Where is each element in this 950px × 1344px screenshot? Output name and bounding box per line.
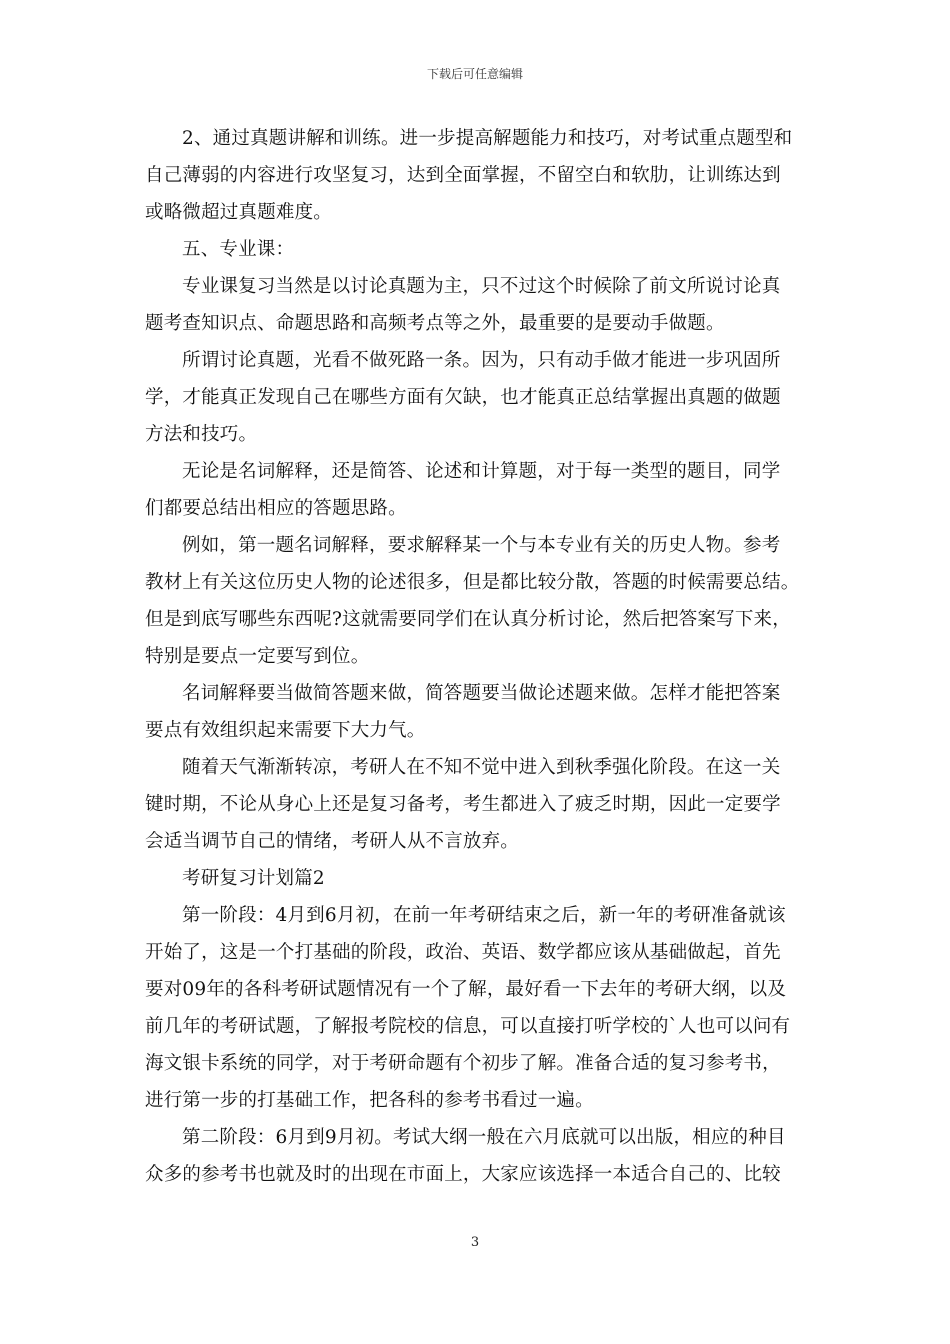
text-line: 海文银卡系统的同学，对于考研命题有个初步了解。准备合适的复习参考书， [145, 1053, 781, 1074]
text-line: 键时期，不论从身心上还是复习备考，考生都进入了疲乏时期，因此一定要学 [145, 794, 781, 815]
text-line: 所谓讨论真题，光看不做死路一条。因为，只有动手做才能进一步巩固所 [182, 350, 781, 371]
text-line: 特别是要点一定要写到位。 [145, 646, 370, 667]
document-body [145, 124, 820, 1197]
text-line: 要对09年的各科考研试题情况有一个了解，最好看一下去年的考研大纲，以及 [145, 979, 787, 1000]
text-line: 进行第一步的打基础工作，把各科的参考书看过一遍。 [145, 1090, 594, 1111]
text-line: 学，才能真正发现自己在哪些方面有欠缺，也才能真正总结掌握出真题的做题 [145, 387, 781, 408]
text-line: 第一阶段：4月到6月初，在前一年考研结束之后，新一年的考研准备就该 [182, 905, 786, 926]
text-line: 随着天气渐渐转凉，考研人在不知不觉中进入到秋季强化阶段。在这一关 [182, 757, 781, 778]
text-line: 名词解释要当做简答题来做，简答题要当做论述题来做。怎样才能把答案 [182, 683, 781, 704]
text-line: 众多的参考书也就及时的出现在市面上，大家应该选择一本适合自己的、比较 [145, 1164, 781, 1185]
text-line: 题考查知识点、命题思路和高频考点等之外，最重要的是要动手做题。 [145, 313, 725, 334]
text-line: 会适当调节自己的情绪，考研人从不言放弃。 [145, 831, 520, 852]
text-line: 2、通过真题讲解和训练。进一步提高解题能力和技巧，对考试重点题型和 [182, 128, 793, 149]
text-line: 自己薄弱的内容进行攻坚复习，达到全面掌握，不留空白和软肋，让训练达到 [145, 165, 781, 186]
text-line: 第二阶段：6月到9月初。考试大纲一般在六月底就可以出版，相应的种目 [182, 1127, 786, 1148]
text-line: 无论是名词解释，还是简答、论述和计算题，对于每一类型的题目，同学 [182, 461, 781, 482]
text-line: 但是到底写哪些东西呢?这就需要同学们在认真分析讨论，然后把答案写下来， [145, 609, 791, 630]
text-line: 方法和技巧。 [145, 424, 258, 445]
text-line: 或略微超过真题难度。 [145, 202, 333, 223]
text-line: 教材上有关这位历史人物的论述很多，但是都比较分散，答题的时候需要总结。 [145, 572, 800, 593]
text-line: 们都要总结出相应的答题思路。 [145, 498, 407, 519]
text-line: 前几年的考研试题，了解报考院校的信息，可以直接打听学校的`人也可以问有 [145, 1016, 791, 1037]
text-line: 要点有效组织起来需要下大力气。 [145, 720, 426, 741]
page-header: 下载后可任意编辑 [426, 67, 523, 81]
text-line: 专业课复习当然是以讨论真题为主，只不过这个时候除了前文所说讨论真 [182, 276, 781, 297]
text-line: 考研复习计划篇2 [182, 868, 325, 889]
page-number: 3 [470, 1235, 480, 1250]
text-line: 开始了，这是一个打基础的阶段，政治、英语、数学都应该从基础做起，首先 [145, 942, 781, 963]
text-line: 五、专业课： [182, 239, 295, 260]
text-line: 例如，第一题名词解释，要求解释某一个与本专业有关的历史人物。参考 [182, 535, 781, 556]
